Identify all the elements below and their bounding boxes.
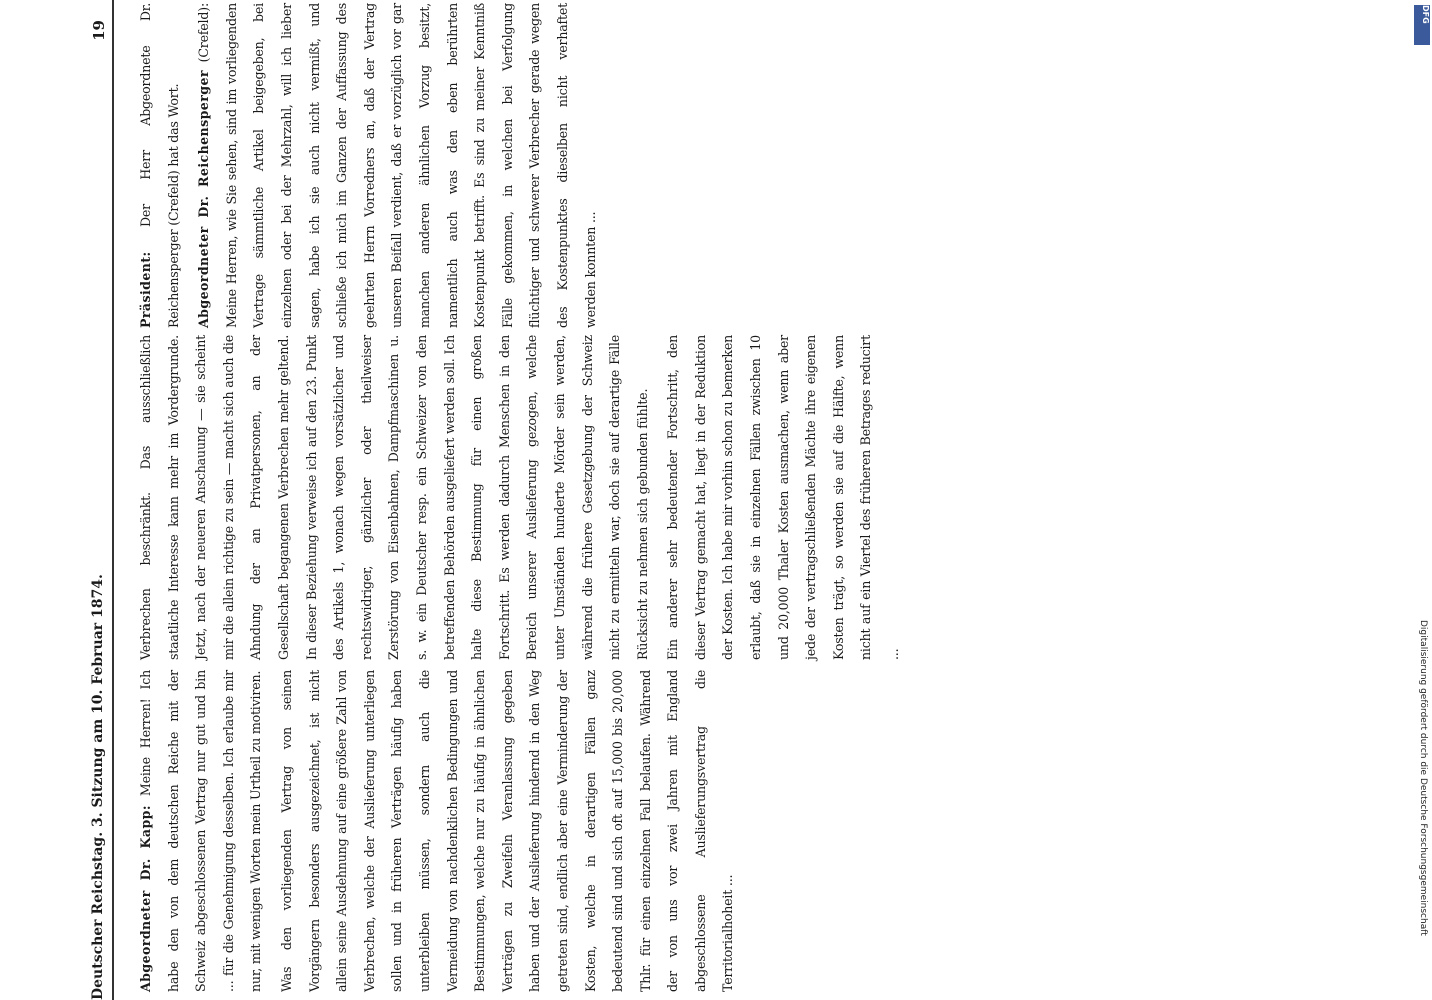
speaker-name: Abgeordneter Dr. Reichensperger: [196, 70, 212, 328]
credit-strip: [1412, 620, 1432, 1000]
text-column-1: [132, 670, 736, 992]
paragraph-text: Der Herr Abgeordnete Dr. Reichensperger (Crefeld) hat das Wort.: [138, 3, 181, 328]
paragraph-text: Was den vorliegenden Vertrag von seinen Vorgängern besonders ausgezeichnet, ist nicht allein seine Ausdehnung auf eine größere Zahl von Verbrechen, welche der Auslieferung unterliegen sollen und in früheren Verträgen häufig haben unterbleiben müssen, sondern auch die Vermeidung von nachdenklichen Bedingungen und Bestimmungen, welche nur zu häufig in ähnlichen Verträgen zu Zweifeln Veranlassung gegeben haben und der Auslieferung hindernd in den Weg getreten sind, endlich aber eine Verminderung der Kosten, welche in derartigen Fällen ganz bedeutend sind und sich oft auf 15,000 bis 20,000 Thlr. für einen einzelnen Fall belaufen. Während der von uns vor zwei Jahren mit England abgeschlossene Auslieferungsvertrag die Territorialhoheit ...: [278, 670, 736, 992]
paragraph: [132, 335, 656, 660]
speaker-name: Abgeordneter Dr. Kapp:: [138, 805, 153, 992]
running-header: Deutscher Reichstag. 3. Sitzung am 10. Februar 1874.: [90, 574, 106, 1000]
paragraph-text: Ein anderer sehr bedeutender Fortschritt, den dieser Vertrag gemacht hat, liegt in der Reduktion der Kosten. Ich habe mir vorhin schon zu bemerken erlaubt, daß sie in einzelnen Fällen zwischen 10 und 20,000 Thaler Kosten ausmachen, wenn aber jede der vertragschließenden Mächte ihre eigenen Kosten trägt, so werden sie auf die Hälfte, wenn nicht auf ein Viertel des früheren Betrages reducirt ...: [665, 335, 902, 660]
text-column-3: [132, 3, 598, 328]
page-number: 19: [90, 20, 108, 41]
digitization-credit: Digitalisierung gefördert durch die Deutsche Forschungsgemeinschaft: [1418, 620, 1428, 936]
paragraph: [273, 670, 742, 992]
text-column-2: [132, 335, 902, 660]
paragraph: [190, 3, 604, 328]
page-header: [0, 0, 150, 1000]
dfg-logo: DFG: [1414, 5, 1430, 45]
paragraph: [132, 3, 187, 328]
paragraph-text: (Crefeld): Meine Herren, wie Sie sehen, sind im vorliegenden Vertrage sämmtliche Artikel beigegeben, bei einzelnen oder bei der Mehrzahl, will ich lieber sagen, habe ich sie auch nicht vermißt, und schließe ich mich im Ganzen der Auffassung des geehrten Herrn Vorredners an, daß der Vertrag unseren Beifall verdient, daß er vorzüglich vor gar manchen anderen ähnlichen Vorzug besitzt, namentlich auch was den eben berührten Kostenpunkt betrifft. Es sind zu meiner Kenntniß Fälle gekommen, in welchen bei Verfolgung flüchtiger und schwerer Verbrecher gerade wegen des Kostenpunktes dieselben nicht verhaftet werden konnten ...: [196, 3, 598, 328]
speaker-name: Präsident:: [138, 251, 153, 328]
paragraph: [132, 670, 270, 992]
paragraph-text: Meine Herren! Ich habe den von dem deutschen Reiche mit der Schweiz abgeschlossenen Vertrag nur gut und bin ... für die Genehmigung desselben. Ich erlaube mir nur, mit wenigen Worten mein Urtheil zu motiviren.: [138, 670, 264, 992]
paragraph: [659, 335, 907, 660]
paragraph-text: Verbrechen beschränkt. Das ausschließlich staatliche Interesse kann mehr im Vordergrunde. Jetzt, nach der neueren Anschauung — sie scheint mir die allein richtige zu sein — macht sich auch die Ahndung der an Privatpersonen, an der Gesellschaft begangenen Verbrechen mehr geltend. In dieser Beziehung verweise ich auf den 23. Punkt des Artikels 1, wonach wegen vorsätzlicher und rechtswidriger, gänzlicher oder theilweiser Zerstörung von Eisenbahnen, Dampfmaschinen u. s. w. ein Deutscher resp. ein Schweizer von den betreffenden Behörden ausgeliefert werden soll. Ich halte diese Bestimmung für einen großen Fortschritt. Es werden dadurch Menschen in den Bereich unserer Auslieferung gezogen, welche unter Umständen hunderte Mörder sein werden, während die frühere Gesetzgebung der Schweiz nicht zu ermitteln war, doch sie auf derartige Fälle Rücksicht zu nehmen sich gebunden fühlte.: [138, 335, 650, 660]
header-rule: [112, 0, 114, 1000]
